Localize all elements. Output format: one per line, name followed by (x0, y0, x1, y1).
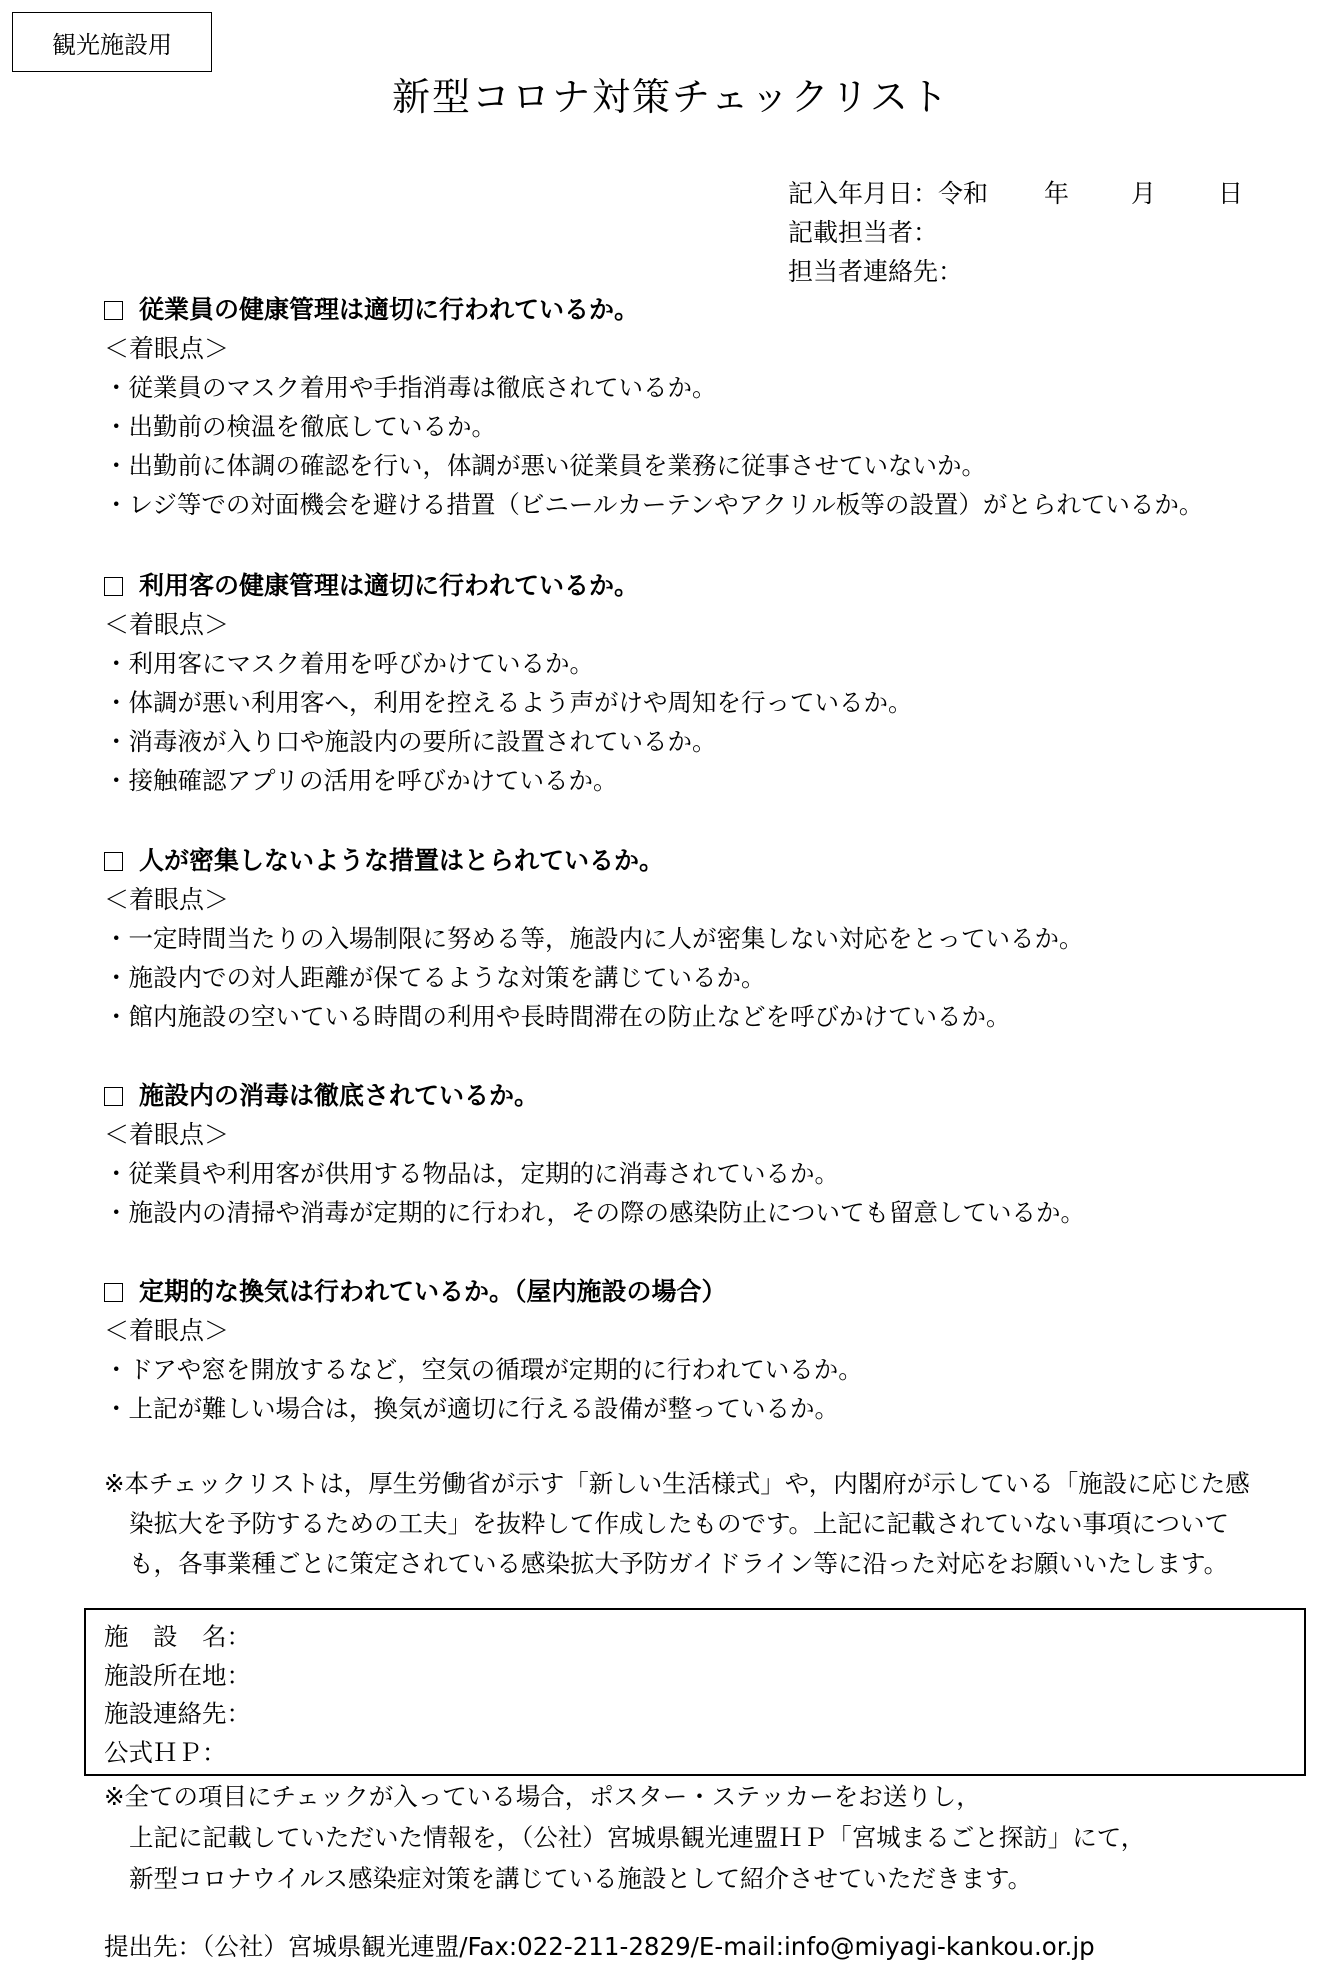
checklist-note (104, 1464, 1329, 1584)
checklist-section-4 (104, 1076, 1324, 1232)
facility-address-label: 施設所在地： (104, 1660, 251, 1690)
final-note-line: 新型コロナウイルス感染症対策を講じている施設として紹介させていただきます。 (129, 1864, 1033, 1893)
focus-label: ＜着眼点＞ (104, 1120, 230, 1149)
bullet-item: ・一定時間当たりの入場制限に努める等，施設内に人が密集しない対応をとっているか。 (104, 924, 1084, 953)
facility-name-label: 施 設 名： (104, 1622, 251, 1651)
year-label: 年 (1044, 179, 1070, 208)
facility-contact-label: 施設連絡先： (104, 1699, 251, 1728)
month-label: 月 (1131, 179, 1157, 208)
bullet-item: ・館内施設の空いている時間の利用や長時間滞在の防止などを呼びかけているか。 (104, 1002, 1011, 1031)
note-line: 染拡大を予防するための工夫」を抜粋して作成したものです。上記に記載されていない事項について (129, 1509, 1230, 1538)
section-heading (104, 841, 1324, 881)
final-note-line: ※全ての項目にチェックが入っている場合，ポスター・ステッカーをお送りし， (104, 1782, 981, 1811)
submission-contact: 提出先：（公社）宮城県観光連盟/Fax:022-211-2829/E-mail:info@miyagi-kankou.or.jp (104, 1932, 1095, 1961)
entry-date-line (788, 174, 1243, 210)
bullet-item: ・ドアや窓を開放するなど，空気の循環が定期的に行われているか。 (104, 1355, 863, 1384)
bullet-item: ・消毒液が入り口や施設内の要所に設置されているか。 (104, 727, 717, 756)
final-note (104, 1776, 1324, 1899)
bullet-item: ・施設内の清掃や消毒が定期的に行われ，その際の感染防止についても留意しているか。 (104, 1198, 1085, 1227)
day-label: 日 (1218, 179, 1244, 208)
final-note-line: 上記に記載していただいた情報を，（公社）宮城県観光連盟ＨＰ「宮城まるごと探訪」にて， (129, 1823, 1146, 1852)
bullet-item: ・従業員のマスク着用や手指消毒は徹底されているか。 (104, 373, 717, 402)
section-heading-text: 施設内の消毒は徹底されているか。 (139, 1081, 540, 1110)
facility-contact-row[interactable] (104, 1695, 1304, 1734)
focus-label: ＜着眼点＞ (104, 610, 230, 639)
section-heading-text: 定期的な換気は行われているか。（屋内施設の場合） (139, 1277, 727, 1306)
checklist-section-1 (104, 290, 1324, 524)
checklist-section-3 (104, 841, 1324, 1036)
checkbox-icon[interactable] (104, 1283, 123, 1302)
bullet-item: ・出勤前の検温を徹底しているか。 (104, 412, 496, 441)
checkbox-icon[interactable] (104, 577, 123, 596)
focus-label: ＜着眼点＞ (104, 1316, 230, 1345)
category-tag-text: 観光施設用 (52, 30, 172, 59)
focus-label: ＜着眼点＞ (104, 334, 230, 363)
section-heading-text: 人が密集しないような措置はとられているか。 (139, 846, 665, 875)
bullet-item: ・上記が難しい場合は，換気が適切に行える設備が整っているか。 (104, 1394, 839, 1423)
bullet-item: ・体調が悪い利用客へ，利用を控えるよう声がけや周知を行っているか。 (104, 688, 913, 717)
bullet-item: ・従業員や利用客が供用する物品は，定期的に消毒されているか。 (104, 1159, 839, 1188)
bullet-item: ・出勤前に体調の確認を行い，体調が悪い従業員を業務に従事させていないか。 (104, 451, 986, 480)
section-heading (104, 1076, 1324, 1116)
facility-info-box (84, 1608, 1306, 1776)
note-line: ※本チェックリストは，厚生労働省が示す「新しい生活様式」や，内閣府が示している「施設に応じた感 (104, 1469, 1250, 1498)
checklist-section-5 (104, 1272, 1324, 1428)
bullet-item: ・利用客にマスク着用を呼びかけているか。 (104, 649, 594, 678)
page-title: 新型コロナ対策チェックリスト (391, 75, 951, 119)
facility-address-row[interactable] (104, 1657, 1304, 1696)
entry-date-label: 記入年月日：令和 (788, 179, 989, 208)
writer-field: 記載担当者： (788, 218, 939, 247)
focus-label: ＜着眼点＞ (104, 885, 230, 914)
section-heading (104, 1272, 1324, 1312)
contact-field: 担当者連絡先： (788, 257, 964, 286)
section-heading-text: 利用客の健康管理は適切に行われているか。 (139, 571, 640, 600)
facility-homepage-row[interactable] (104, 1734, 1304, 1773)
note-line: も，各事業種ごとに策定されている感染拡大予防ガイドライン等に沿った対応をお願いいたします。 (129, 1549, 1229, 1578)
checklist-section-2 (104, 566, 1324, 800)
checkbox-icon[interactable] (104, 301, 123, 320)
bullet-item: ・施設内での対人距離が保てるような対策を講じているか。 (104, 963, 766, 992)
bullet-item: ・接触確認アプリの活用を呼びかけているか。 (104, 766, 618, 795)
checkbox-icon[interactable] (104, 1087, 123, 1106)
bullet-item: ・レジ等での対面機会を避ける措置（ビニールカーテンやアクリル板等の設置）がとられているか。 (104, 490, 1204, 519)
category-tag (12, 12, 212, 72)
section-heading-text: 従業員の健康管理は適切に行われているか。 (139, 295, 640, 324)
section-heading (104, 290, 1324, 330)
checkbox-icon[interactable] (104, 852, 123, 871)
facility-homepage-label: 公式ＨＰ： (104, 1737, 227, 1767)
section-heading (104, 566, 1324, 606)
facility-name-row[interactable] (104, 1618, 1304, 1657)
